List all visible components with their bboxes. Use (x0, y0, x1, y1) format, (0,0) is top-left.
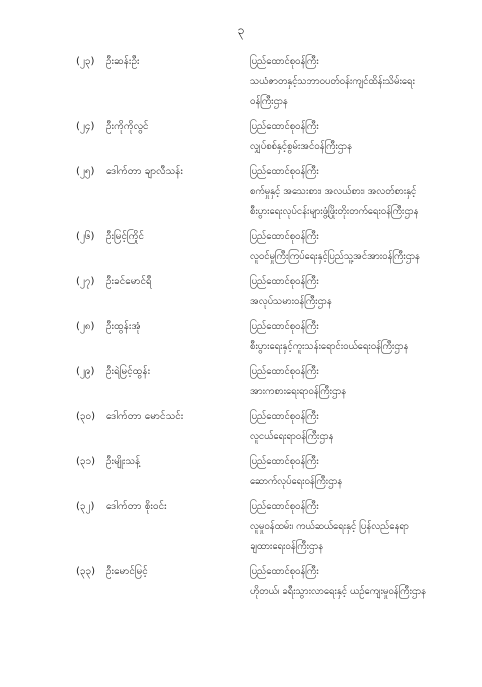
minister-entry (0, 362, 482, 402)
ministers-list (0, 52, 482, 607)
minister-entry (0, 562, 482, 602)
position-title: ပြည်ထောင်စုဝန်ကြီး (250, 366, 319, 377)
position-title: ပြည်ထောင်စုဝန်ကြီး (250, 456, 319, 467)
entry-number: (၂၅) (76, 166, 95, 177)
position-title: ပြည်ထောင်စုဝန်ကြီး (250, 121, 319, 132)
minister-entry (0, 162, 482, 222)
minister-name: ဦးခင်မောင်ရီ (106, 276, 152, 287)
ministry-name-line: အလုပ်သမားဝန်ကြီးဌာန (250, 296, 332, 307)
position-title: ပြည်ထောင်စုဝန်ကြီး (250, 276, 319, 287)
minister-title (250, 317, 474, 357)
minister-title (250, 162, 474, 222)
ministry-name-line: အားကစားရေးရာဝန်ကြီးဌာန (250, 386, 347, 397)
ministry-name-line: လျှပ်စစ်နှင့်စွမ်းအင်ဝန်ကြီးဌာန (250, 141, 352, 152)
entry-number: (၂၄) (76, 121, 95, 132)
entry-number: (၃၀) (76, 411, 96, 422)
minister-name: ဦးထွန်းအုံ (106, 321, 141, 332)
ministry-name-line: စီးပွားရေးနှင့်ကူးသန်းရောင်းဝယ်ရေးဝန်ကြီးဌာန (250, 341, 409, 352)
minister-name: ဦးရဲမြင့်ထွန်း (106, 366, 151, 377)
ministry-name-line: လူဝင်မှုကြီးကြပ်ရေးနှင့်ပြည်သူ့အင်အားဝန်ကြီးဌာန (250, 251, 420, 262)
ministry-name-line: ဟိုတယ်၊ ခရီးသွားလာရေးနှင့် ယဉ်ကျေးမှုဝန်ကြီးဌာန (250, 586, 426, 597)
minister-title (250, 452, 474, 492)
minister-name: ဒေါက်တာ ချာလီသန်း (106, 166, 183, 177)
position-title: ပြည်ထောင်စုဝန်ကြီး (250, 231, 319, 242)
minister-entry (0, 497, 482, 557)
ministry-name-line: သယံဇာတနှင့်သဘာဝပတ်ဝန်းကျင်ထိန်းသိမ်းရေး (250, 76, 415, 87)
minister-title (250, 362, 474, 402)
minister-title (250, 227, 474, 267)
minister-entry (0, 117, 482, 157)
page-number: ၃ (237, 23, 245, 37)
minister-entry (0, 317, 482, 357)
minister-entry (0, 52, 482, 112)
ministry-name-line: ဝန်ကြီးဌာန (250, 96, 288, 107)
minister-name: ဦးမောင်မြင့် (106, 566, 148, 577)
ministry-name-line: လူငယ်ရေးရာဝန်ကြီးဌာန (250, 431, 334, 442)
minister-title (250, 272, 474, 312)
entry-number: (၂၆) (76, 231, 95, 242)
position-title: ပြည်ထောင်စုဝန်ကြီး (250, 166, 319, 177)
entry-number: (၃၂) (76, 501, 95, 512)
entry-number: (၂၈) (76, 321, 95, 332)
minister-title (250, 497, 474, 557)
minister-name: ဦးမြင့်ကြိုင် (106, 231, 145, 242)
entry-number: (၃၃) (76, 566, 96, 577)
ministry-name-line: စီးပွားရေးလုပ်ငန်းများဖွံ့ဖြိုးတိုးတက်ရေးဝန်ကြီးဌာန (250, 206, 419, 217)
minister-title (250, 407, 474, 447)
minister-name: ဦးဆန်းဦး (106, 56, 140, 67)
minister-title (250, 52, 474, 112)
position-title: ပြည်ထောင်စုဝန်ကြီး (250, 411, 319, 422)
minister-name: ဦးမျိုးသန့် (106, 456, 141, 467)
position-title: ပြည်ထောင်စုဝန်ကြီး (250, 56, 319, 67)
position-title: ပြည်ထောင်စုဝန်ကြီး (250, 321, 319, 332)
minister-name: ဦးကိုကိုလွင် (106, 121, 149, 132)
entry-number: (၃၁) (76, 456, 96, 467)
ministry-name-line: လူမှုဝန်ထမ်း၊ ကယ်ဆယ်ရေးနှင့် ပြန်လည်နေရာ (250, 521, 409, 532)
position-title: ပြည်ထောင်စုဝန်ကြီး (250, 566, 319, 577)
minister-entry (0, 407, 482, 447)
ministry-name-line: စက်မှုနှင့် အသေးစား၊ အလယ်စား၊ အလတ်စားနှင့် (250, 186, 417, 197)
minister-name: ဒေါက်တာ စိုးဝင်း (106, 501, 167, 512)
minister-entry (0, 227, 482, 267)
entry-number: (၂၃) (76, 56, 95, 67)
entry-number: (၂၉) (76, 366, 95, 377)
minister-name: ဒေါက်တာ မောင်သင်း (106, 411, 184, 422)
position-title: ပြည်ထောင်စုဝန်ကြီး (250, 501, 319, 512)
minister-title (250, 562, 474, 602)
ministry-name-line: ဆောက်လုပ်ရေးဝန်ကြီးဌာန (250, 476, 343, 487)
minister-entry (0, 272, 482, 312)
minister-entry (0, 452, 482, 492)
entry-number: (၂၇) (76, 276, 95, 287)
ministry-name-line: ချထားရေးဝန်ကြီးဌာန (250, 541, 324, 552)
minister-title (250, 117, 474, 157)
